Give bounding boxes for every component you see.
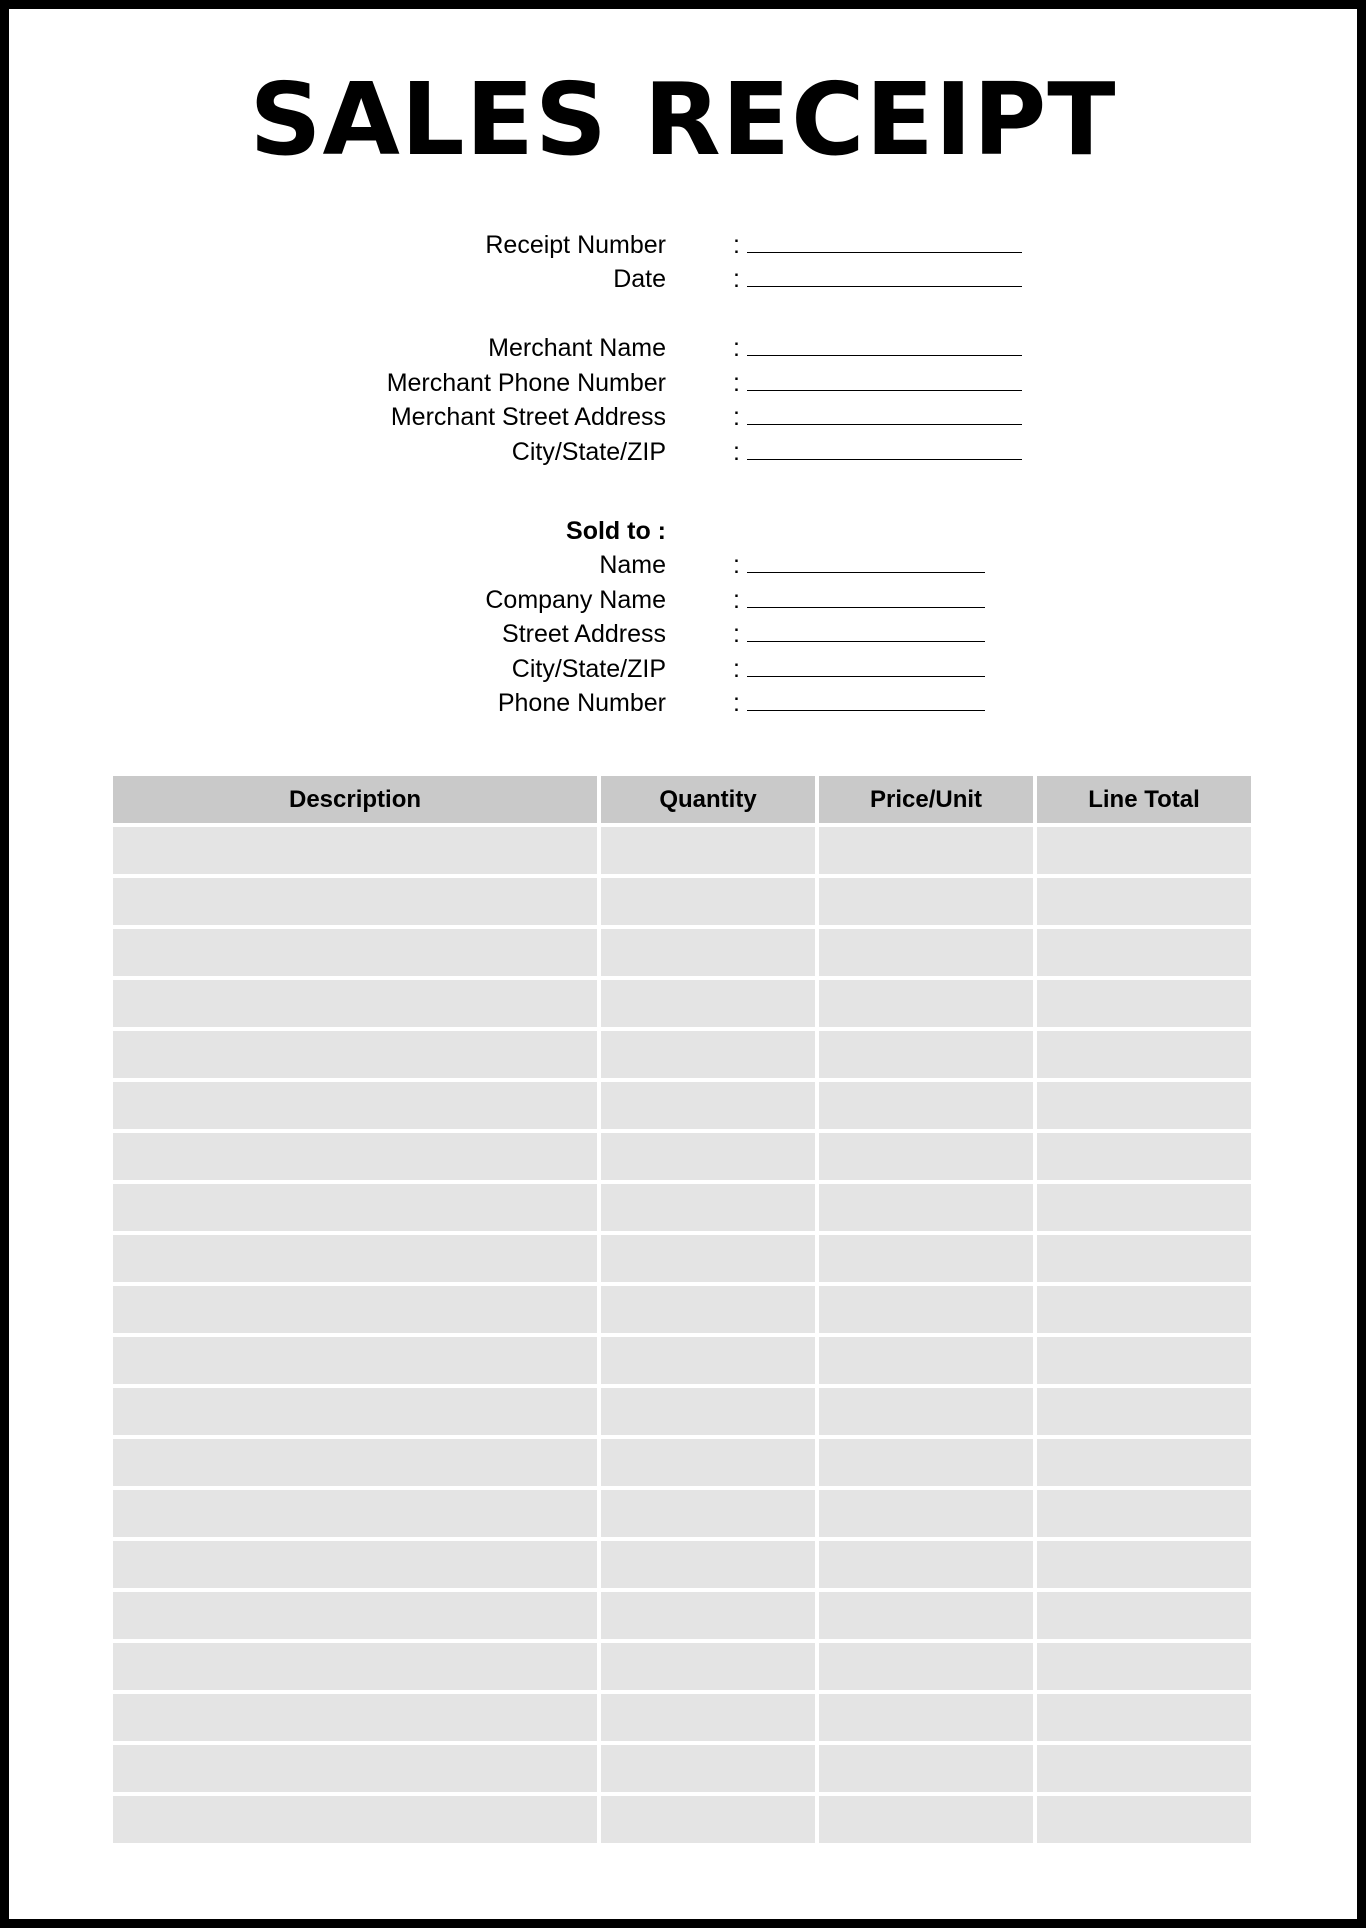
line-total-cell[interactable] xyxy=(1037,1133,1251,1180)
field-separator: : xyxy=(733,689,740,717)
field-separator: : xyxy=(733,551,740,579)
line-total-cell[interactable] xyxy=(1037,878,1251,925)
price-unit-cell[interactable] xyxy=(819,1592,1033,1639)
description-cell[interactable] xyxy=(113,1439,597,1486)
merchant-phone-field[interactable] xyxy=(747,390,1022,391)
table-row xyxy=(113,1235,1251,1282)
field-separator: : xyxy=(733,586,740,614)
quantity-cell[interactable] xyxy=(601,1337,815,1384)
table-header-row xyxy=(113,776,1251,823)
description-cell[interactable] xyxy=(113,1235,597,1282)
sold-to-company-field[interactable] xyxy=(747,607,985,608)
line-total-cell[interactable] xyxy=(1037,980,1251,1027)
merchant-phone-row xyxy=(0,366,1366,400)
table-row xyxy=(113,1541,1251,1588)
line-total-cell[interactable] xyxy=(1037,1031,1251,1078)
line-items-table xyxy=(109,772,1255,1847)
description-cell[interactable] xyxy=(113,980,597,1027)
table-row xyxy=(113,1796,1251,1843)
line-total-cell[interactable] xyxy=(1037,1745,1251,1792)
description-cell[interactable] xyxy=(113,1541,597,1588)
description-cell[interactable] xyxy=(113,1643,597,1690)
sold-to-city-field[interactable] xyxy=(747,676,985,677)
table-row xyxy=(113,1286,1251,1333)
description-cell[interactable] xyxy=(113,1133,597,1180)
price-unit-cell[interactable] xyxy=(819,1082,1033,1129)
description-cell[interactable] xyxy=(113,1694,597,1741)
price-unit-cell[interactable] xyxy=(819,1439,1033,1486)
sold-to-phone-label: Phone Number xyxy=(497,689,666,717)
description-cell[interactable] xyxy=(113,1592,597,1639)
quantity-cell[interactable] xyxy=(601,1439,815,1486)
receipt-number-label: Receipt Number xyxy=(485,231,666,259)
sold-to-city-row xyxy=(0,652,1366,686)
merchant-name-label: Merchant Name xyxy=(488,334,666,362)
quantity-cell[interactable] xyxy=(601,1796,815,1843)
line-total-cell[interactable] xyxy=(1037,1643,1251,1690)
merchant-name-row xyxy=(0,331,1366,365)
line-total-cell[interactable] xyxy=(1037,1235,1251,1282)
receipt-number-row xyxy=(0,228,1366,262)
line-total-cell[interactable] xyxy=(1037,1541,1251,1588)
field-separator: : xyxy=(733,403,740,431)
sold-to-name-row xyxy=(0,548,1366,582)
table-row xyxy=(113,1490,1251,1537)
quantity-cell[interactable] xyxy=(601,1745,815,1792)
merchant-address-field[interactable] xyxy=(747,424,1022,425)
description-cell[interactable] xyxy=(113,878,597,925)
description-cell[interactable] xyxy=(113,827,597,874)
price-unit-cell[interactable] xyxy=(819,929,1033,976)
sold-to-company-label: Company Name xyxy=(485,586,666,614)
line-total-cell[interactable] xyxy=(1037,929,1251,976)
line-total-cell[interactable] xyxy=(1037,1490,1251,1537)
sold-to-company-row xyxy=(0,583,1366,617)
sold-to-phone-field[interactable] xyxy=(747,710,985,711)
description-cell[interactable] xyxy=(113,1184,597,1231)
receipt-number-field[interactable] xyxy=(747,252,1022,253)
quantity-cell[interactable] xyxy=(601,1082,815,1129)
price-unit-cell[interactable] xyxy=(819,1694,1033,1741)
field-separator: : xyxy=(733,334,740,362)
quantity-cell[interactable] xyxy=(601,1541,815,1588)
merchant-address-label: Merchant Street Address xyxy=(390,403,666,431)
field-separator: : xyxy=(733,438,740,466)
table-row xyxy=(113,878,1251,925)
line-total-cell[interactable] xyxy=(1037,1286,1251,1333)
table-row xyxy=(113,1388,1251,1435)
quantity-cell[interactable] xyxy=(601,1031,815,1078)
price-unit-cell[interactable] xyxy=(819,1235,1033,1282)
table-row xyxy=(113,1082,1251,1129)
field-separator: : xyxy=(733,265,740,293)
field-separator: : xyxy=(733,620,740,648)
quantity-cell[interactable] xyxy=(601,1133,815,1180)
quantity-cell[interactable] xyxy=(601,878,815,925)
header-quantity: Quantity xyxy=(601,776,815,823)
price-unit-cell[interactable] xyxy=(819,1184,1033,1231)
price-unit-cell[interactable] xyxy=(819,1031,1033,1078)
merchant-address-row xyxy=(0,400,1366,434)
price-unit-cell[interactable] xyxy=(819,878,1033,925)
table-row xyxy=(113,1184,1251,1231)
table-row xyxy=(113,1439,1251,1486)
price-unit-cell[interactable] xyxy=(819,980,1033,1027)
table-body xyxy=(113,827,1251,1843)
price-unit-cell[interactable] xyxy=(819,1490,1033,1537)
line-total-cell[interactable] xyxy=(1037,1388,1251,1435)
sold-to-heading: Sold to : xyxy=(566,517,666,545)
description-cell[interactable] xyxy=(113,1031,597,1078)
description-cell[interactable] xyxy=(113,1286,597,1333)
description-cell[interactable] xyxy=(113,1082,597,1129)
sold-to-name-label: Name xyxy=(599,551,666,579)
description-cell[interactable] xyxy=(113,1490,597,1537)
field-separator: : xyxy=(733,655,740,683)
sold-to-address-row xyxy=(0,617,1366,651)
description-cell[interactable] xyxy=(113,1388,597,1435)
line-total-cell[interactable] xyxy=(1037,1184,1251,1231)
quantity-cell[interactable] xyxy=(601,1286,815,1333)
line-total-cell[interactable] xyxy=(1037,1082,1251,1129)
price-unit-cell[interactable] xyxy=(819,1796,1033,1843)
quantity-cell[interactable] xyxy=(601,1490,815,1537)
quantity-cell[interactable] xyxy=(601,1643,815,1690)
merchant-phone-label: Merchant Phone Number xyxy=(386,369,666,397)
price-unit-cell[interactable] xyxy=(819,827,1033,874)
quantity-cell[interactable] xyxy=(601,1694,815,1741)
date-label: Date xyxy=(613,265,666,293)
header-price-unit: Price/Unit xyxy=(819,776,1033,823)
field-separator: : xyxy=(733,231,740,259)
line-total-cell[interactable] xyxy=(1037,1337,1251,1384)
line-total-cell[interactable] xyxy=(1037,1439,1251,1486)
field-separator: : xyxy=(733,369,740,397)
date-field[interactable] xyxy=(747,286,1022,287)
table-row xyxy=(113,929,1251,976)
price-unit-cell[interactable] xyxy=(819,1337,1033,1384)
table-row xyxy=(113,1745,1251,1792)
sold-to-city-label: City/State/ZIP xyxy=(511,655,666,683)
merchant-city-row xyxy=(0,435,1366,469)
price-unit-cell[interactable] xyxy=(819,1643,1033,1690)
price-unit-cell[interactable] xyxy=(819,1541,1033,1588)
sold-to-heading-row xyxy=(0,514,1366,548)
table-row xyxy=(113,980,1251,1027)
quantity-cell[interactable] xyxy=(601,980,815,1027)
quantity-cell[interactable] xyxy=(601,1184,815,1231)
quantity-cell[interactable] xyxy=(601,1388,815,1435)
line-total-cell[interactable] xyxy=(1037,1694,1251,1741)
quantity-cell[interactable] xyxy=(601,1235,815,1282)
merchant-city-label: City/State/ZIP xyxy=(511,438,666,466)
merchant-name-field[interactable] xyxy=(747,355,1022,356)
table-row xyxy=(113,1133,1251,1180)
description-cell[interactable] xyxy=(113,1745,597,1792)
table-row xyxy=(113,1643,1251,1690)
sold-to-phone-row xyxy=(0,686,1366,720)
date-row xyxy=(0,262,1366,296)
merchant-city-field[interactable] xyxy=(747,459,1022,460)
table-row xyxy=(113,827,1251,874)
price-unit-cell[interactable] xyxy=(819,1286,1033,1333)
header-line-total: Line Total xyxy=(1037,776,1251,823)
table-row xyxy=(113,1694,1251,1741)
sold-to-name-field[interactable] xyxy=(747,572,985,573)
line-total-cell[interactable] xyxy=(1037,827,1251,874)
quantity-cell[interactable] xyxy=(601,1592,815,1639)
description-cell[interactable] xyxy=(113,1796,597,1843)
price-unit-cell[interactable] xyxy=(819,1133,1033,1180)
description-cell[interactable] xyxy=(113,929,597,976)
description-cell[interactable] xyxy=(113,1337,597,1384)
page-title: SALES RECEIPT xyxy=(249,61,1117,178)
header-description: Description xyxy=(113,776,597,823)
sold-to-address-field[interactable] xyxy=(747,641,985,642)
line-total-cell[interactable] xyxy=(1037,1796,1251,1843)
line-total-cell[interactable] xyxy=(1037,1592,1251,1639)
quantity-cell[interactable] xyxy=(601,929,815,976)
price-unit-cell[interactable] xyxy=(819,1745,1033,1792)
sold-to-address-label: Street Address xyxy=(502,620,666,648)
table-row xyxy=(113,1592,1251,1639)
quantity-cell[interactable] xyxy=(601,827,815,874)
price-unit-cell[interactable] xyxy=(819,1388,1033,1435)
table-row xyxy=(113,1031,1251,1078)
table-row xyxy=(113,1337,1251,1384)
